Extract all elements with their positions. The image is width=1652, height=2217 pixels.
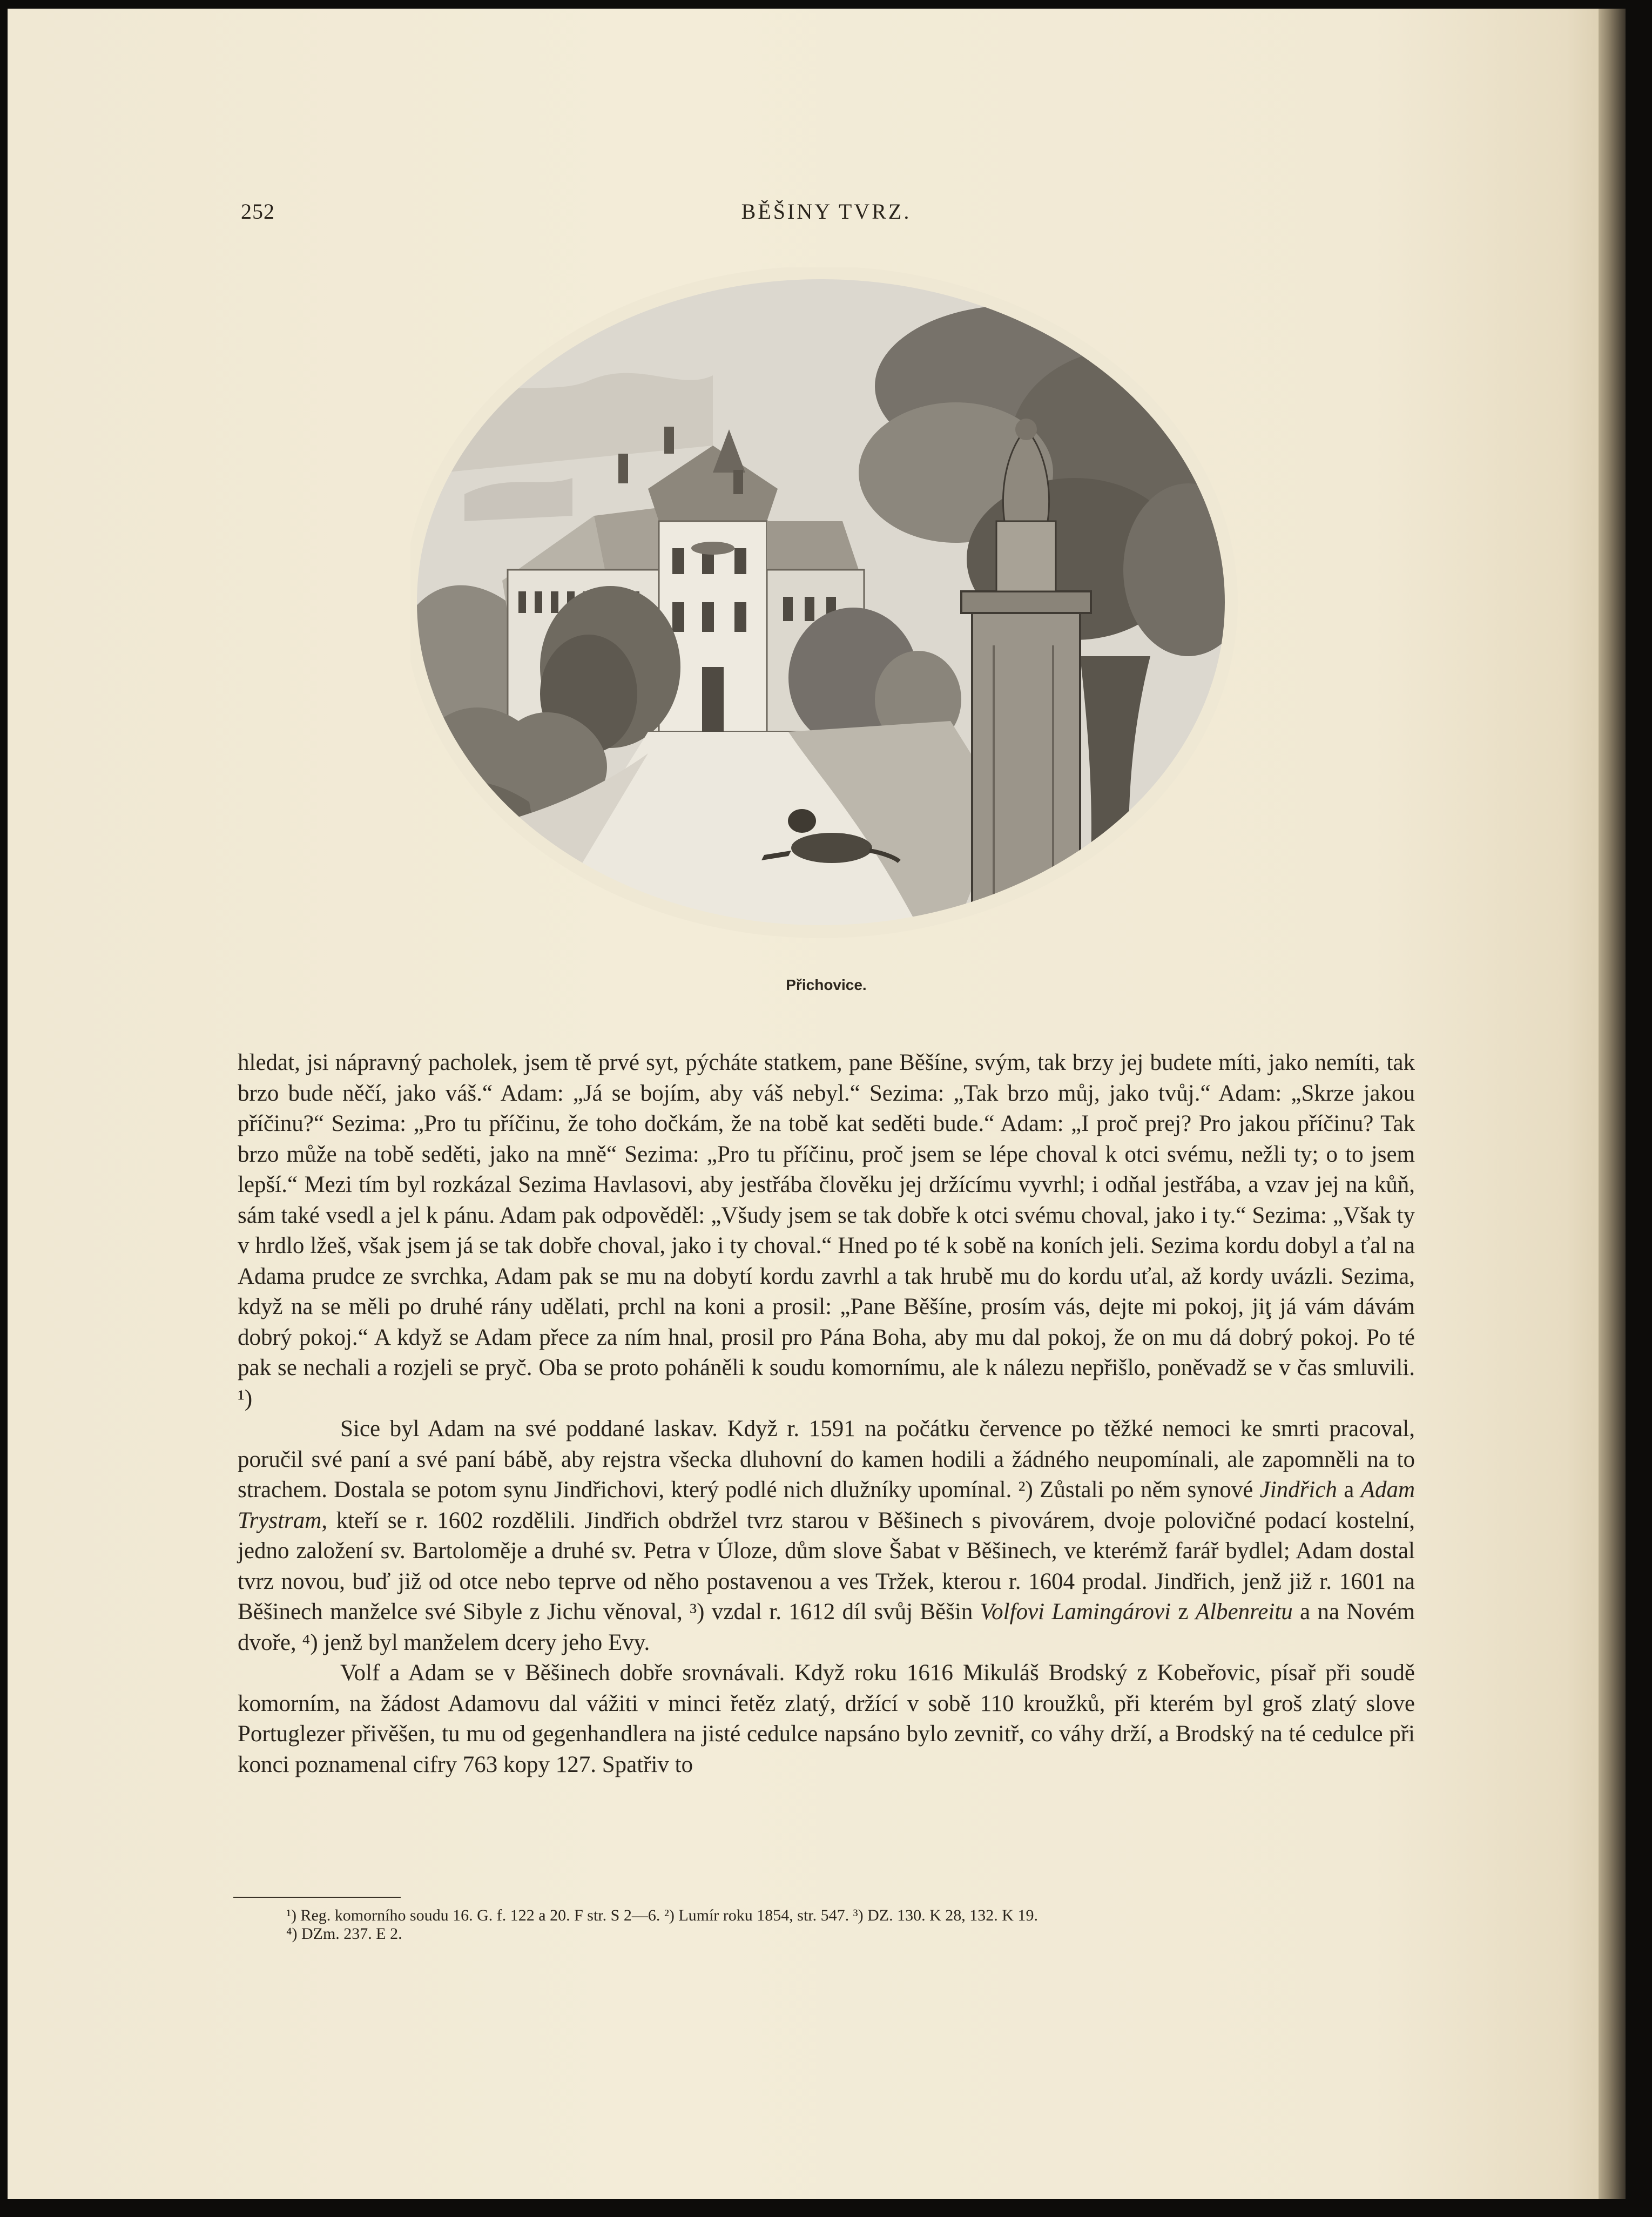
italic-name: Jindřich bbox=[1259, 1477, 1337, 1502]
text-run: a na Novém dvoře, ⁴) jenž byl manželem dcery jeho Evy. bbox=[238, 1599, 1415, 1655]
paragraph: hledat, jsi nápravný pacholek, jsem tě prvé syt, pýcháte statkem, pane Běšíne, svým, tak brzy jej budete míti, jako nemíti, tak brzo bude něčí, jako váš.“ Adam: „Já se bojím, aby váš nebyl.“ Sezima: „Tak brzo můj, jako tvůj.“ Adam: „Skrze jakou příčinu?“ Sezima: „Pro tu příčinu, že toho dočkám, že na tobě kat seděti bude.“ Adam: „I proč prej? Pro jakou příčinu? Tak brzo může na tobě seděti, jako na mně“ Sezima: „Pro tu příčinu, proč jsem se lépe choval k otci svému, nežli ty; o to jsem lepší.“ Mezi tím byl rozkázal Sezima Havlasovi, aby jestřába člověku jej držícímu vyvrhl; i odňal jestřába, a vzav jej na kůň, sám také vsedl a jel k pánu. Adam pak odpověděl: „Všudy jsem se tak dobře k otci svému choval, jako i ty.“ Sezima: „Však ty v hrdlo lžeš, však jsem já se tak dobře choval, jako i ty choval.“ Hned po té k sobě na koních jeli. Sezima kordu dobyl a ťal na Adama prudce ze svrchka, Adam pak se mu na dobytí kordu zavrhl a tak hrubě mu do kordu uťal, až kordy uvázli. Sezima, když na se měli po druhé rány udělati, prchl na koni a prosil: „Pane Běšíne, prosím vás, dejte mi pokoj, jiţ já vám dávám dobrý pokoj.“ A když se Adam přece za ním hnal, prosil pro Pána Boha, aby mu dal pokoj, že on mu dá dobrý pokoj. Po té pak se nechali a rozjeli se pryč. Oba se proto poháněli k soudu komornímu, ale k nálezu nepřišlo, poněvadž se v čas smluvili. ¹) bbox=[238, 1050, 1415, 1411]
body-text bbox=[238, 1048, 1415, 1780]
italic-name: Albenreitu bbox=[1195, 1599, 1293, 1625]
page-number: 252 bbox=[241, 199, 275, 224]
running-head: BĚŠINY TVRZ. bbox=[741, 199, 912, 224]
chateau-illustration bbox=[410, 267, 1253, 969]
footnote: ⁴) DZm. 237. E 2. bbox=[286, 1925, 402, 1943]
italic-name: Adam Trystram bbox=[238, 1477, 1415, 1533]
text-run: Sice byl Adam na své poddané laskav. Když r. 1591 na počátku července po těžké nemoci ke smrti pracoval, poručil své paní a své paní bábě, aby rejstra všecka dluhovní do kamen hodili a žádného neupomínali, ale zapomněli na to strachem. Dostala se potom synu Jindřichovi, který podlé nich dlužníky upomínal. ²) Zůstali po něm synové bbox=[238, 1416, 1415, 1502]
paragraph: Volf a Adam se v Běšinech dobře srovnávali. Když roku 1616 Mikuláš Brodský z Kobeřovic, písař při soudě komorním, na žádost Adamovu dal vážiti v minci řetěz zlatý, držící v sobě 110 kroužků, při kterém byl groš zlatý slove Portuglezer přivěšen, tu mu od gegenhandlera na jisté cedulce napsáno bylo zevnitř, co váhy drží, a Brodský na té cedulce při konci poznamenal cifry 763 kopy 127. Spatřiv to bbox=[238, 1660, 1415, 1777]
page-binding-edge bbox=[1599, 9, 1626, 2199]
italic-name: Volfovi Lamingárovi bbox=[980, 1599, 1171, 1625]
figure-caption: Přichovice. bbox=[786, 976, 867, 993]
text-run: z bbox=[1171, 1599, 1196, 1625]
footnote-rule bbox=[233, 1897, 401, 1898]
footnotes bbox=[238, 1906, 1415, 1943]
text-run: a bbox=[1337, 1477, 1361, 1502]
text-run: , kteří se r. 1602 rozdělili. Jindřich obdržel tvrz starou v Běšinech s pivovárem, dvoje polovičné podací kostelní, jedno založení sv. Bartoloměje a druhé sv. Petra v Úloze, dům slove Šabat v Běšinech, ve kterémž farář bydlel; Adam dostal tvrz novou, buď již od otce nebo teprve od něho postavenou a ves Tržek, kterou r. 1604 prodal. Jindřich, jenž již r. 1601 na Běšinech manželce své Sibyle z Jichu věnoval, ³) vzdal r. 1612 díl svůj Běšin bbox=[238, 1507, 1415, 1625]
paragraph bbox=[238, 1414, 1415, 1658]
footnote: ¹) Reg. komorního soudu 16. G. f. 122 a 20. F str. S 2—6. ²) Lumír roku 1854, str. 547. ³) DZ. 130. K 28, 132. K 19. bbox=[286, 1906, 1038, 1924]
